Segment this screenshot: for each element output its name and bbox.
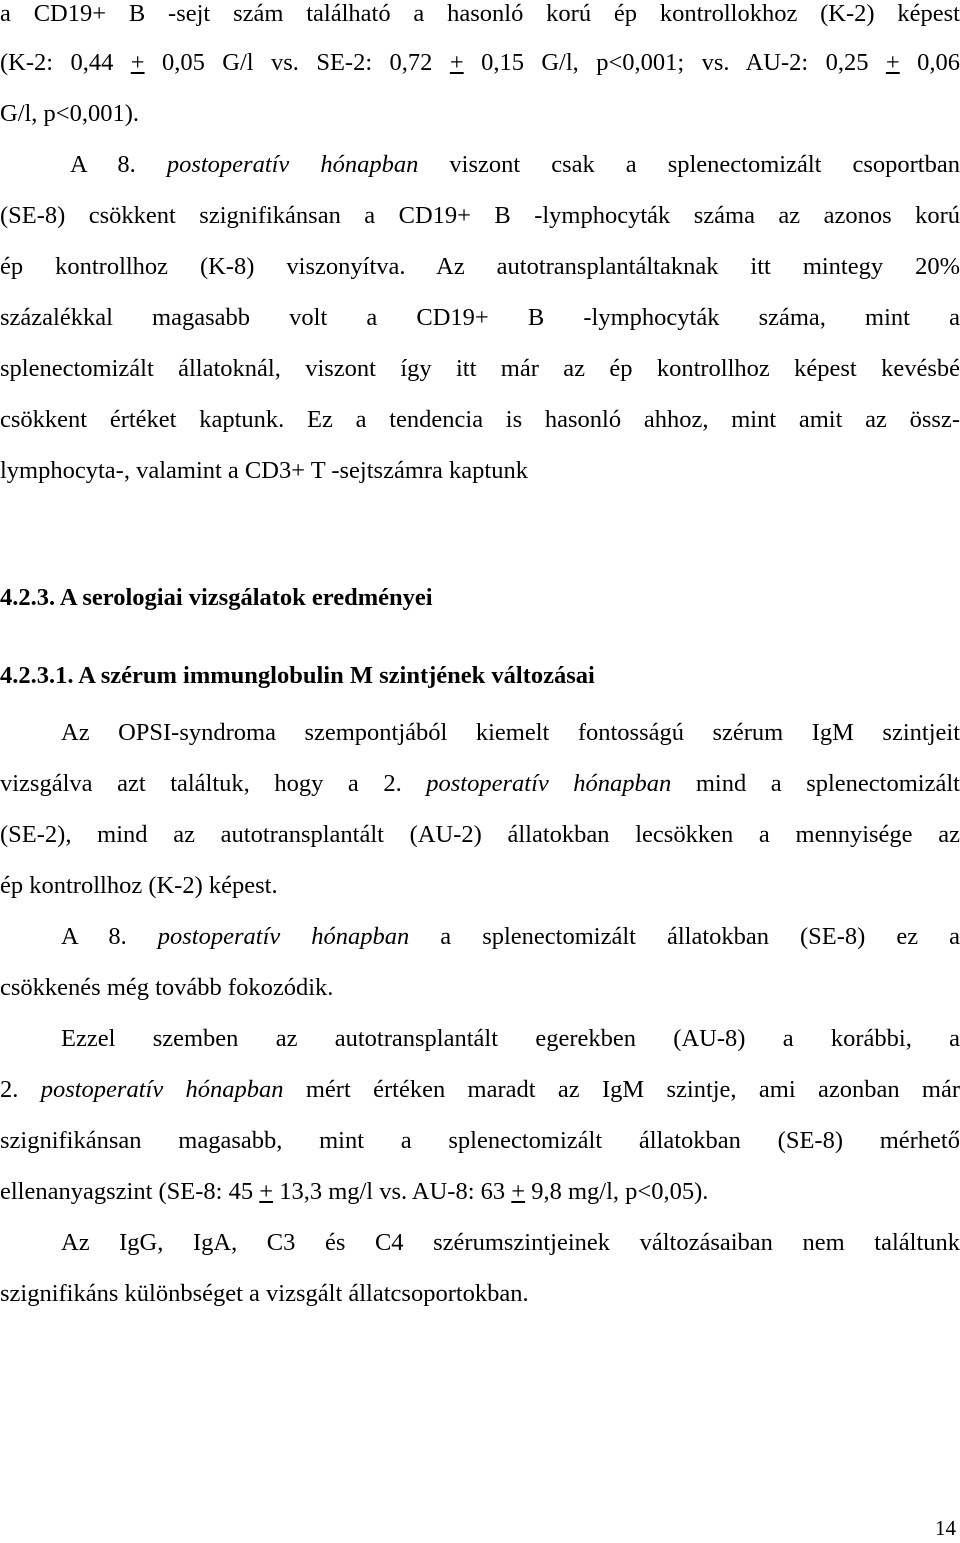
p4-line-1: A 8. postoperatív hónapban a splenectomizált állatokban (SE-8) ez a [61, 923, 960, 950]
section-heading: 4.2.3. A serologiai vizsgálatok eredményei [0, 584, 433, 611]
subsection-heading: 4.2.3.1. A szérum immunglobulin M szintjének változásai [0, 662, 595, 689]
p2-line-5: splenectomizált állatoknál, viszont így itt már az ép kontrollhoz képest kevésbé [0, 355, 960, 382]
p2-line-1: A 8. postoperatív hónapban viszont csak a splenectomizált csoportban [70, 151, 960, 178]
p5-line-2: 2. postoperatív hónapban mért értéken maradt az IgM szintje, ami azonban már [0, 1076, 960, 1103]
p1-line-2: (K-2: 0,44 + 0,05 G/l vs. SE-2: 0,72 + 0,15 G/l, p<0,001; vs. AU-2: 0,25 + 0,06 [0, 49, 960, 76]
p2-line-4: százalékkal magasabb volt a CD19+ B -lymphocyták száma, mint a [0, 304, 960, 331]
p3-line-4: ép kontrollhoz (K-2) képest. [0, 872, 278, 899]
p6-line-2: szignifikáns különbséget a vizsgált állatcsoportokban. [0, 1280, 529, 1307]
plus-minus: + [259, 1178, 274, 1205]
p6-line-1: Az IgG, IgA, C3 és C4 szérumszintjeinek változásaiban nem találtunk [61, 1229, 960, 1256]
p3-line-1: Az OPSI-syndroma szempontjából kiemelt fontosságú szérum IgM szintjeit [61, 719, 960, 746]
p2-line-7: lymphocyta-, valamint a CD3+ T -sejtszámra kaptunk [0, 457, 528, 484]
p2-line-2: (SE-8) csökkent szignifikánsan a CD19+ B -lymphocyták száma az azonos korú [0, 202, 960, 229]
plus-minus: + [449, 49, 464, 76]
plus-minus: + [511, 1178, 526, 1205]
p5-line-1: Ezzel szemben az autotransplantált egerekben (AU-8) a korábbi, a [61, 1025, 960, 1052]
p1-line-1: a CD19+ B -sejt szám található a hasonló korú ép kontrollokhoz (K-2) képest [0, 0, 960, 27]
p2-line-6: csökkent értéket kaptunk. Ez a tendencia is hasonló ahhoz, mint amit az össz- [0, 406, 960, 433]
plus-minus: + [885, 49, 900, 76]
p3-line-2: vizsgálva azt találtuk, hogy a 2. postoperatív hónapban mind a splenectomizált [0, 770, 960, 797]
p3-line-3: (SE-2), mind az autotransplantált (AU-2) állatokban lecsökken a mennyisége az [0, 821, 960, 848]
p5-line-4: ellenanyagszint (SE-8: 45 + 13,3 mg/l vs. AU-8: 63 + 9,8 mg/l, p<0,05). [0, 1178, 709, 1205]
p4-line-2: csökkenés még tovább fokozódik. [0, 974, 334, 1001]
p2-line-3: ép kontrollhoz (K-8) viszonyítva. Az autotransplantáltaknak itt mintegy 20% [0, 253, 960, 280]
page-number: 14 [935, 1516, 956, 1540]
plus-minus: + [130, 49, 145, 76]
p5-line-3: szignifikánsan magasabb, mint a splenectomizált állatokban (SE-8) mérhető [0, 1127, 960, 1154]
p1-line-3: G/l, p<0,001). [0, 100, 140, 127]
